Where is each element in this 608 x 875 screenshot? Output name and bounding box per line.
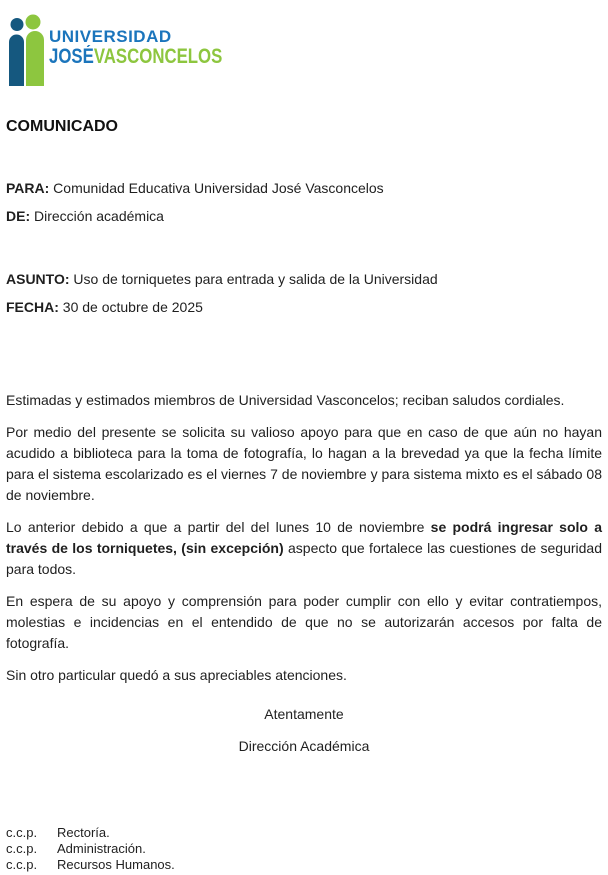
field-de bbox=[6, 208, 602, 225]
field-para-value: Comunidad Educativa Universidad José Vasconcelos bbox=[49, 180, 384, 196]
cc-label: c.c.p. bbox=[6, 841, 38, 856]
paragraph-turnstiles bbox=[6, 517, 602, 580]
field-de-label: DE: bbox=[6, 208, 31, 224]
paragraph-turnstiles-end: aspecto que fortalece las cuestiones de seguridad para todos. bbox=[6, 540, 602, 577]
cc-row-rectoria bbox=[6, 825, 602, 841]
document-title: COMUNICADO bbox=[6, 118, 118, 135]
cc-value: Recursos Humanos. bbox=[57, 857, 175, 872]
paragraph-support: En espera de su apoyo y comprensión para poder cumplir con ello y evitar contratiempos, molestias e incidencias en el entendido de que no se autorizarán accesos por falta de fotografía. bbox=[6, 593, 602, 651]
cc-label: c.c.p. bbox=[6, 825, 38, 840]
field-fecha-value: 30 de octubre de 2025 bbox=[58, 299, 203, 315]
field-de-value: Dirección académica bbox=[30, 208, 164, 224]
logo-josevasconcelos-text bbox=[49, 46, 222, 67]
field-fecha-label: FECHA: bbox=[6, 299, 59, 315]
field-para bbox=[6, 180, 602, 197]
cc-row-recursos-humanos bbox=[6, 857, 602, 873]
logo-wordmark bbox=[49, 28, 266, 67]
paragraph-turnstiles-start: Lo anterior debido a que a partir del del lunes 10 de noviembre bbox=[6, 519, 431, 535]
paragraph-farewell: Sin otro particular quedó a sus apreciables atenciones. bbox=[6, 667, 347, 683]
cc-value: Administración. bbox=[57, 841, 146, 856]
cc-label: c.c.p. bbox=[6, 857, 38, 872]
logo-universidad-text: UNIVERSIDAD bbox=[49, 27, 172, 46]
field-asunto-label: ASUNTO: bbox=[6, 271, 70, 287]
paragraph-photo-deadline: Por medio del presente se solicita su valioso apoyo para que en caso de que aún no hayan acudido a biblioteca para la toma de fotografía, lo hagan a la brevedad ya que la fecha límite para el sistema escolarizado es el viernes 7 de noviembre y para sistema mixto es el sábado 08 de noviembre. bbox=[6, 424, 602, 503]
field-fecha bbox=[6, 299, 602, 316]
cc-list bbox=[6, 825, 602, 873]
cc-row-administracion bbox=[6, 841, 602, 857]
cc-value: Rectoría. bbox=[57, 825, 110, 840]
field-asunto-value: Uso de torniquetes para entrada y salida de la Universidad bbox=[69, 271, 438, 287]
closing-direccion-academica: Dirección Académica bbox=[238, 738, 370, 754]
field-asunto bbox=[6, 271, 602, 288]
letter-body bbox=[6, 390, 602, 686]
subject-fields bbox=[6, 271, 602, 316]
two-people-logo-icon bbox=[6, 8, 46, 88]
closing-atentamente: Atentamente bbox=[264, 706, 344, 722]
logo-vasconcelos-text: VASCONCELOS bbox=[93, 45, 223, 68]
field-para-label: PARA: bbox=[6, 180, 50, 196]
paragraph-turnstiles-bold: se podrá ingresar solo a través de los torniquetes, (sin excepción) bbox=[6, 519, 602, 556]
logo-jose-text: JOSÉ bbox=[49, 45, 94, 68]
closing-block bbox=[6, 707, 602, 754]
paragraph-greeting: Estimadas y estimados miembros de Universidad Vasconcelos; reciban saludos cordiales. bbox=[6, 392, 565, 408]
recipient-fields bbox=[6, 180, 602, 225]
university-logo bbox=[6, 8, 602, 88]
